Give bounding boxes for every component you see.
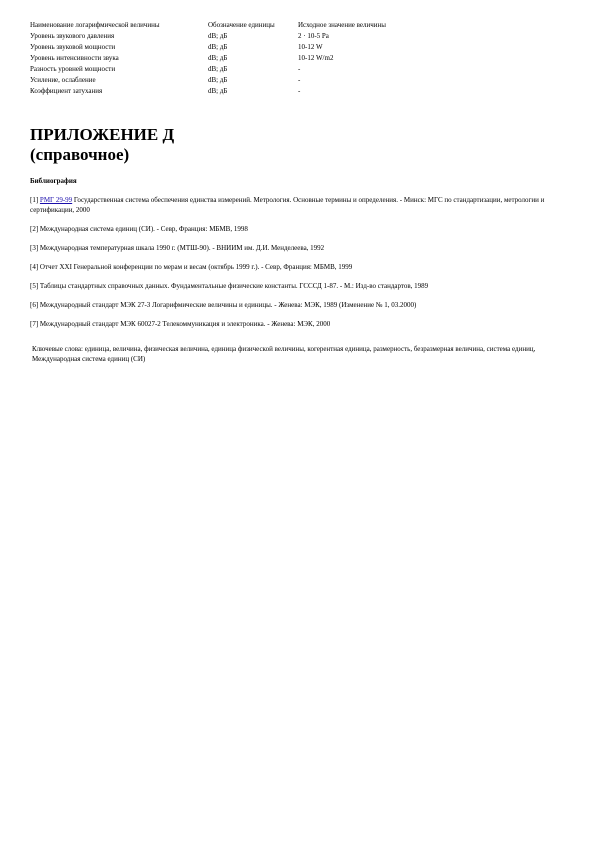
reference-item [30,195,570,215]
reference-text: Международная система единиц (СИ). - Севр, Франция: МБМВ, 1998 [38,225,248,233]
reference-number: [1] [30,196,39,204]
reference-link-rmg[interactable]: РМГ 29-99 [39,196,73,204]
appendix-title-line1: ПРИЛОЖЕНИЕ Д [30,125,175,144]
table-cell-name: Усиление, ослабление [30,76,96,84]
logarithmic-units-table [30,20,550,97]
table-row [30,53,550,64]
table-cell-unit: dB; дБ [208,43,228,51]
table-cell-name: Коэффициент затухания [30,87,103,95]
table-cell-unit: dB; дБ [208,54,228,62]
table-cell-unit: dB; дБ [208,76,228,84]
header-cell-initial-value: Исходное значение величины [298,21,386,29]
table-cell-value: 10-12 W [298,43,323,51]
reference-text: Международный стандарт МЭК 27-3 Логарифмические величины и единицы. - Женева: МЭК, 1989 (Изменение № 1, 03.2000) [38,301,417,309]
table-cell-value: - [298,87,301,95]
reference-item [30,243,570,253]
reference-number: [7] [30,320,39,328]
header-cell-name: Наименование логарифмической величины [30,21,160,29]
reference-number: [6] [30,301,39,309]
table-row [30,31,550,42]
table-row [30,42,550,53]
reference-number: [5] [30,282,39,290]
table-cell-value: 2 · 10-5 Pa [298,32,329,40]
table-cell-unit: dB; дБ [208,65,228,73]
table-header-row [30,20,550,31]
table-cell-value: - [298,76,301,84]
table-cell-value: 10-12 W/m2 [298,54,334,62]
reference-number: [4] [30,263,39,271]
table-cell-name: Разность уровней мощности [30,65,116,73]
table-cell-name: Уровень звуковой мощности [30,43,116,51]
reference-item [30,300,570,310]
table-cell-value: - [298,65,301,73]
appendix-title-line2: (справочное) [30,145,130,164]
table-cell-name: Уровень интенсивности звука [30,54,119,62]
bibliography-heading: Библиография [30,177,77,185]
reference-text: Таблицы стандартных справочных данных. Фундаментальные физические константы. ГСССД 1-87. - М.: Изд-во стандартов, 1989 [38,282,429,290]
reference-item [30,262,570,272]
bibliography-list [30,195,570,338]
appendix-title [30,125,174,165]
reference-text: Международная температурная шкала 1990 г. (МТШ-90). - ВНИИМ им. Д.И. Менделеева, 1992 [38,244,325,252]
reference-text: Международный стандарт МЭК 60027-2 Телекоммуникация и электроника. - Женева: МЭК, 2000 [38,320,331,328]
table-cell-unit: dB; дБ [208,32,228,40]
reference-number: [3] [30,244,39,252]
reference-text: Государственная система обеспечения единства измерений. Метрология. Основные термины и определения. - Минск: МГС по стандартизации, метрологии и сертификации, 2000 [30,196,545,214]
reference-item [30,224,570,234]
reference-item [30,319,570,329]
reference-item [30,281,570,291]
header-cell-unit: Обозначение единицы [208,21,275,29]
table-row [30,75,550,86]
keywords-paragraph: Ключевые слова: единица, величина, физическая величина, единица физической величины, когерентная единица, размерность, безразмерная величина, система единиц, Международная система единиц (СИ) [32,345,536,363]
table-cell-name: Уровень звукового давления [30,32,115,40]
table-row [30,86,550,97]
reference-number: [2] [30,225,39,233]
table-cell-unit: dB; дБ [208,87,228,95]
table-row [30,64,550,75]
reference-text: Отчет XXI Генеральной конференции по мерам и весам (октябрь 1999 г.). - Севр, Франция: МБМВ, 1999 [38,263,353,271]
